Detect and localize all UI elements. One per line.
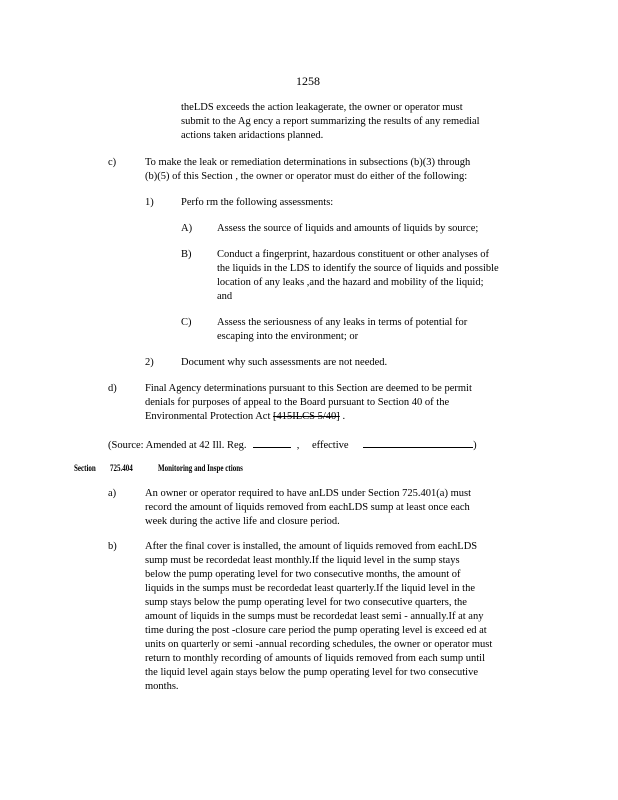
item-B-text xyxy=(217,248,499,304)
continuation-paragraph xyxy=(181,101,480,143)
item-2-text xyxy=(181,356,387,370)
text-line: denials for purposes of appeal to the Board pursuant to Section 40 of the xyxy=(145,397,450,408)
source-note xyxy=(108,436,477,453)
text-line: units on quarterly or semi -annual recording schedules, the owner or operator must xyxy=(145,639,493,650)
text-line: escaping into the environment; or xyxy=(217,331,359,342)
item-1-text xyxy=(181,196,333,210)
struck-citation: [415ILCS 5/40] xyxy=(273,411,340,422)
subsection-a-label: a) xyxy=(108,488,117,499)
page-number: 1258 xyxy=(296,74,320,88)
text-line: After the final cover is installed, the amount of liquids removed from eachLDS xyxy=(145,541,478,552)
item-1-label: 1) xyxy=(145,197,154,208)
register-page-blank xyxy=(253,436,291,448)
subsection-c-label: c) xyxy=(108,157,117,168)
text-line: sump stays below the pump operating level for two consecutive quarters, the xyxy=(145,597,467,608)
text-line: Document why such assessments are not needed. xyxy=(181,357,388,368)
source-effective: effective xyxy=(312,440,349,451)
text-line: Perfo rm the following assessments: xyxy=(181,197,334,208)
text-line: An owner or operator required to have anLDS under Section 725.401(a) must xyxy=(145,488,471,499)
source-close: ) xyxy=(473,440,477,451)
subsection-d-text xyxy=(145,382,472,424)
text-line: amount of liquids in the sumps must be recordedat least semi - annually.If at any xyxy=(145,611,484,622)
text-segment: Environmental Protection Act xyxy=(145,411,274,422)
text-line: below the pump operating level for two consecutive months, the amount of xyxy=(145,569,461,580)
text-line: Assess the source of liquids and amounts of liquids by source; xyxy=(217,223,479,234)
source-comma: , xyxy=(296,440,300,451)
text-line: return to monthly recording of amounts of liquids removed from each sump until xyxy=(145,653,486,664)
text-line: liquids in the sumps must be recordedat least quarterly.If the liquid level in the xyxy=(145,583,475,594)
text-line: record the amount of liquids removed from eachLDS sump at least once each xyxy=(145,502,470,513)
effective-date-blank xyxy=(363,436,473,448)
section-title: Monitoring and Inspe ctions xyxy=(158,463,243,473)
subsection-b-label: b) xyxy=(108,541,117,552)
text-line: Conduct a fingerprint, hazardous constituent or other analyses of xyxy=(217,249,490,260)
text-line: submit to the Ag ency a report summarizing the results of any remedial xyxy=(181,116,480,127)
text-line: the liquid level again stays below the pump operating level for two consecutive xyxy=(145,667,478,678)
text-line: and xyxy=(217,291,233,302)
text-line: sump must be recordedat least monthly.If the liquid level in the sump stays xyxy=(145,555,460,566)
item-A-text xyxy=(217,222,478,236)
text-segment: . xyxy=(339,411,346,422)
text-line: To make the leak or remediation determinations in subsections (b)(3) through xyxy=(145,157,471,168)
text-line: location of any leaks ,and the hazard and mobility of the liquid; xyxy=(217,277,484,288)
text-line: Assess the seriousness of any leaks in terms of potential for xyxy=(217,317,468,328)
text-line: the liquids in the LDS to identify the source of liquids and possible xyxy=(217,263,499,274)
text-line: actions taken aridactions planned. xyxy=(181,130,324,141)
text-line: time during the post -closure care period the pump operating level is exceed ed at xyxy=(145,625,487,636)
text-line: theLDS exceeds the action leakagerate, the owner or operator must xyxy=(181,102,463,113)
subsection-d-label: d) xyxy=(108,383,117,394)
subsection-c-text xyxy=(145,156,470,184)
subsection-a-text xyxy=(145,487,471,529)
item-B-label: B) xyxy=(181,249,192,260)
text-line: (b)(5) of this Section , the owner or operator must do either of the following: xyxy=(145,171,468,182)
item-C-label: C) xyxy=(181,317,192,328)
subsection-b-text xyxy=(145,540,492,694)
text-line: week during the active life and closure period. xyxy=(145,516,340,527)
text-line: Final Agency determinations pursuant to this Section are deemed to be permit xyxy=(145,383,472,394)
section-number: 725.404 xyxy=(110,463,133,473)
source-prefix: (Source: Amended at 42 Ill. Reg. xyxy=(108,440,247,451)
item-C-text xyxy=(217,316,467,344)
text-line xyxy=(145,410,472,424)
item-2-label: 2) xyxy=(145,357,154,368)
section-label: Section xyxy=(74,463,96,473)
text-line: months. xyxy=(145,681,179,692)
item-A-label: A) xyxy=(181,223,193,234)
